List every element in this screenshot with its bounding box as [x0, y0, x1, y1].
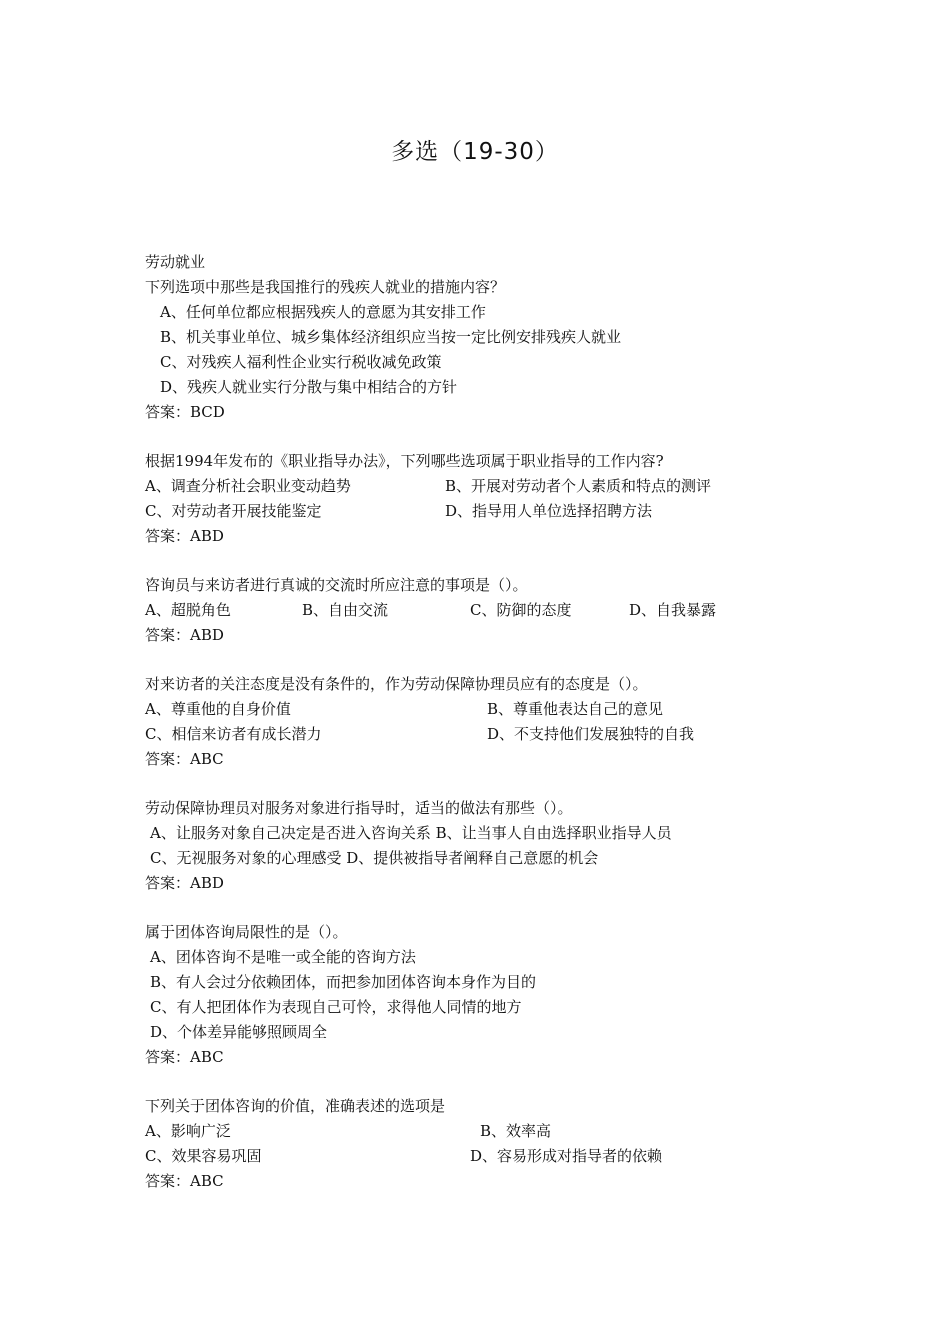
question-text: 下列关于团体咨询的价值，准确表述的选项是: [145, 1097, 446, 1115]
question-text: 根据1994年发布的《职业指导办法》，下列哪些选项属于职业指导的工作内容?: [145, 452, 664, 470]
question-block: [145, 920, 765, 1070]
option-text: C、对残疾人福利性企业实行税收减免政策: [160, 353, 442, 371]
option-text: D、残疾人就业实行分散与集中相结合的方针: [160, 378, 458, 396]
option-text: D、不支持他们发展独特的自我: [487, 725, 695, 743]
answer-text: 答案：ABD: [145, 527, 224, 545]
option-text: B、有人会过分依赖团体，而把参加团体咨询本身作为目的: [150, 973, 537, 991]
document-body: [145, 250, 765, 1194]
question-text: 下列选项中那些是我国推行的残疾人就业的措施内容？: [145, 278, 506, 296]
question-text: 劳动保障协理员对服务对象进行指导时，适当的做法有那些（）。: [145, 799, 573, 817]
option-text: B、开展对劳动者个人素质和特点的测评: [445, 477, 712, 495]
question-block: [145, 573, 765, 648]
option-text: B、效率高: [480, 1122, 552, 1140]
option-text: C、防御的态度: [470, 601, 572, 619]
question-block: [145, 796, 765, 896]
answer-text: 答案：ABC: [145, 1048, 224, 1066]
option-text: C、对劳动者开展技能鉴定: [145, 502, 322, 520]
option-text: D、指导用人单位选择招聘方法: [445, 502, 653, 520]
option-text: A、任何单位都应根据残疾人的意愿为其安排工作: [160, 303, 486, 321]
option-text: B、尊重他表达自己的意见: [487, 700, 664, 718]
answer-text: 答案：ABD: [145, 874, 224, 892]
option-text: A、超脱角色: [145, 601, 231, 619]
question-block: [145, 672, 765, 772]
option-text: C、相信来访者有成长潜力: [145, 725, 322, 743]
option-text: D、自我暴露: [629, 601, 717, 619]
question-block: [145, 275, 765, 425]
option-text: C、效果容易巩固: [145, 1147, 262, 1165]
option-text: A、尊重他的自身价值: [145, 700, 291, 718]
option-text: B、机关事业单位、城乡集体经济组织应当按一定比例安排残疾人就业: [160, 328, 622, 346]
section-heading: 劳动就业: [145, 253, 206, 271]
answer-text: 答案：ABC: [145, 750, 224, 768]
option-text: C、有人把团体作为表现自己可怜，求得他人同情的地方: [150, 998, 522, 1016]
option-text: B、自由交流: [302, 601, 389, 619]
option-text: A、影响广泛: [145, 1122, 231, 1140]
answer-text: 答案：BCD: [145, 403, 225, 421]
option-text: D、个体差异能够照顾周全: [150, 1023, 328, 1041]
answer-text: 答案：ABD: [145, 626, 224, 644]
option-text: A、调查分析社会职业变动趋势: [145, 477, 351, 495]
option-text: A、让服务对象自己决定是否进入咨询关系 B、让当事人自由选择职业指导人员: [150, 824, 672, 842]
page-title: 多选（19-30）: [391, 139, 559, 165]
question-text: 咨询员与来访者进行真诚的交流时所应注意的事项是（）。: [145, 576, 528, 594]
question-block: [145, 449, 765, 549]
option-text: D、容易形成对指导者的依赖: [470, 1147, 663, 1165]
answer-text: 答案：ABC: [145, 1172, 224, 1190]
option-text: A、团体咨询不是唯一或全能的咨询方法: [150, 948, 416, 966]
question-block: [145, 1094, 765, 1194]
question-text: 对来访者的关注态度是没有条件的，作为劳动保障协理员应有的态度是（）。: [145, 675, 648, 693]
question-text: 属于团体咨询局限性的是（）。: [145, 923, 348, 941]
option-text: C、无视服务对象的心理感受 D、提供被指导者阐释自己意愿的机会: [150, 849, 599, 867]
